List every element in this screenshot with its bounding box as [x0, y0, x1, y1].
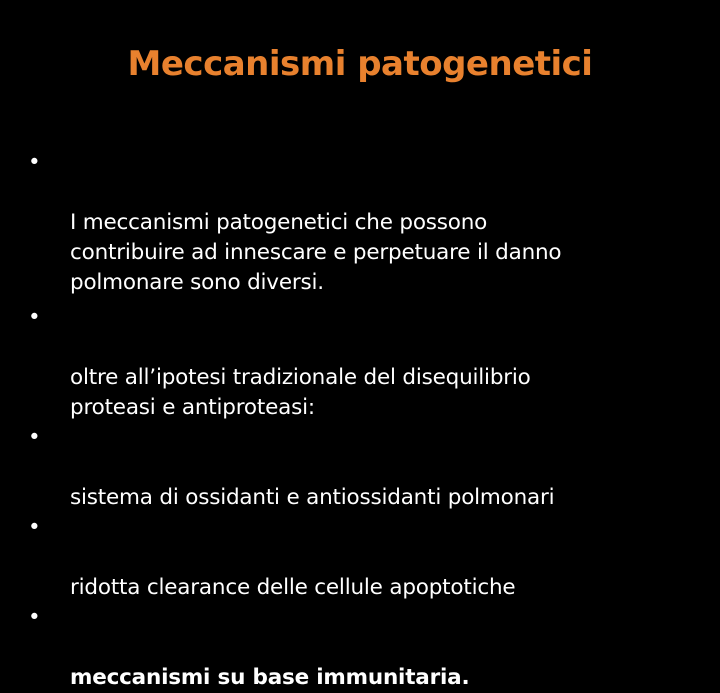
bullet-list-intro: [28, 148, 708, 298]
bullet-item: [28, 513, 708, 603]
slide-title: Meccanismi patogenetici: [127, 44, 593, 84]
bullet-dot-icon: •: [28, 305, 41, 330]
bullet-item: [28, 148, 708, 298]
bullet-dot-icon: •: [28, 150, 41, 175]
bullet-list-mechanisms: [28, 303, 708, 693]
bullet-text: oltre all’ipotesi tradizionale del disequilibrio proteasi e antiproteasi:: [70, 365, 531, 420]
bullet-text: ridotta clearance delle cellule apoptotiche: [70, 575, 516, 600]
bullet-item: [28, 303, 708, 423]
bullet-dot-icon: •: [28, 425, 41, 450]
bullet-dot-icon: •: [28, 605, 41, 630]
bullet-dot-icon: •: [28, 515, 41, 540]
bullet-text: sistema di ossidanti e antiossidanti polmonari: [70, 485, 555, 510]
bullet-item-bold: [28, 603, 708, 693]
bullet-text: meccanismi su base immunitaria.: [70, 665, 470, 690]
bullet-text: I meccanismi patogenetici che possono contribuire ad innescare e perpetuare il danno polmonare sono diversi.: [70, 210, 562, 295]
bullet-item: [28, 423, 708, 513]
